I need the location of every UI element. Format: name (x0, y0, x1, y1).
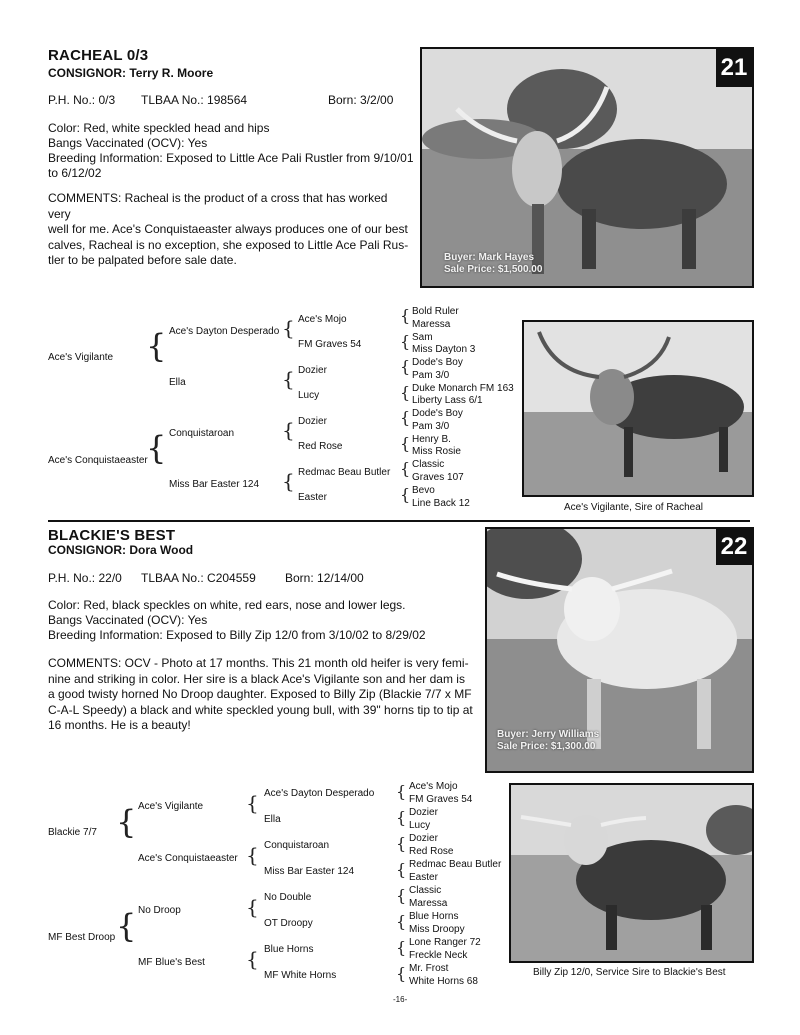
comment-line: C-A-L Speedy) a black and white speckled young bull, with 39" horns tip to tip at (48, 702, 473, 717)
lot-21-g4: Miss Rosie (412, 446, 461, 457)
lot-22-g3: No Double (264, 892, 312, 903)
lot-21-color: Color: Red, white speckled head and hips (48, 121, 270, 135)
comment-line: a good twisty horned No Droop daughter. Exposed to Billy Zip (Blackie 7/7 x MF (48, 687, 472, 701)
lot-22-g4: FM Graves 54 (409, 794, 473, 805)
lot-22-g4: Redmac Beau Butler (409, 859, 502, 870)
pedigree-brace: { (400, 383, 411, 402)
pedigree-brace: { (396, 912, 407, 931)
lot-22-g2: MF Blue's Best (138, 957, 205, 968)
pedigree-brace: { (400, 459, 411, 478)
lot-22-g4: White Horns 68 (409, 976, 478, 987)
lot-22-title: BLACKIE'S BEST (48, 527, 176, 544)
pedigree-brace: { (282, 367, 295, 391)
pedigree-brace: { (282, 418, 295, 442)
pedigree-brace: { (396, 782, 407, 801)
lot-21-photo (420, 47, 754, 288)
comment-line: nine and striking in color. Her sire is a black Ace's Vigilante son and her dam is (48, 671, 465, 686)
lot-22-breeding: Breeding Information: Exposed to Billy Zip 12/0 from 3/10/02 to 8/29/02 (48, 628, 426, 642)
lot-21-g4: Pam 3/0 (412, 370, 450, 381)
lot-22-pedigree-dam: MF Best Droop (48, 932, 116, 943)
comment-line: COMMENTS: Racheal is the product of a cross that has worked very (48, 191, 388, 221)
lot-21-g4: Line Back 12 (412, 498, 470, 509)
lot-22-g3: MF White Horns (264, 970, 337, 981)
comment-line: well for me. Ace's Conquistaeaster always produces one of our best (48, 222, 408, 236)
pedigree-brace: { (246, 895, 259, 919)
lot-21-g2: Ace's Dayton Desperado (169, 326, 280, 337)
lot-22-g4: Lucy (409, 820, 431, 831)
lot-22-g3: Ella (264, 814, 281, 825)
lot-21-g4: Graves 107 (412, 472, 464, 483)
pedigree-brace: { (396, 834, 407, 853)
lot-21-consignor: CONSIGNOR: Terry R. Moore (48, 66, 214, 80)
lot-22-g4: Mr. Frost (409, 963, 449, 974)
section-divider (48, 520, 750, 522)
lot-22-sire-caption: Billy Zip 12/0, Service Sire to Blackie's Best (533, 967, 726, 978)
page-number: -16- (393, 995, 408, 1004)
pedigree-brace: { (116, 907, 137, 945)
lot-22-g2: Ace's Vigilante (138, 801, 204, 812)
pedigree-brace: { (396, 964, 407, 983)
pedigree-brace: { (146, 429, 167, 467)
lot-21-g4: Classic (412, 459, 445, 470)
lot-22-photo (485, 527, 754, 773)
pedigree-brace: { (400, 408, 411, 427)
lot-22-g4: Dozier (409, 807, 438, 818)
longhorn-photo-icon (422, 49, 752, 286)
lot-22-g4: Maressa (409, 898, 448, 909)
pedigree-brace: { (246, 791, 259, 815)
comment-line: COMMENTS: OCV - Photo at 17 months. This 21 month old heifer is very femi- (48, 656, 469, 670)
lot-22-sire-photo (509, 783, 754, 963)
pedigree-brace: { (282, 316, 295, 340)
lot-22-g3: OT Droopy (264, 918, 313, 929)
lot-21-sire-photo (522, 320, 754, 497)
lot-21-title: RACHEAL 0/3 (48, 47, 149, 64)
lot-21-g2: Ella (169, 377, 186, 388)
lot-22-pedigree-sire: Blackie 7/7 (48, 827, 97, 838)
pedigree-brace: { (400, 485, 411, 504)
lot-21-g3: Dozier (298, 416, 327, 427)
lot-22-sale-price: Sale Price: $1,300.00 (497, 741, 596, 752)
lot-21-g4: Dode's Boy (412, 357, 463, 368)
pedigree-brace: { (400, 357, 411, 376)
lot-21-g4: Pam 3/0 (412, 421, 450, 432)
lot-22-comments (48, 656, 480, 734)
lot-22-g3: Conquistaroan (264, 840, 330, 851)
lot-22-g3: Miss Bar Easter 124 (264, 866, 355, 877)
lot-21-buyer: Buyer: Mark Hayes (444, 252, 535, 263)
pedigree-brace: { (282, 469, 295, 493)
lot-21-g2: Conquistaroan (169, 428, 235, 439)
comment-line: tler to be palpated before sale date. (48, 253, 237, 267)
pedigree-brace: { (396, 938, 407, 957)
pedigree-brace: { (400, 306, 411, 325)
lot-21-ph-number: P.H. No.: 0/3 (48, 93, 116, 107)
lot-21-g2: Miss Bar Easter 124 (169, 479, 260, 490)
pedigree-brace: { (396, 886, 407, 905)
lot-22-bangs: Bangs Vaccinated (OCV): Yes (48, 613, 208, 627)
lot-21-g3: Dozier (298, 365, 327, 376)
lot-21-g4: Bold Ruler (412, 306, 459, 317)
lot-21-number-badge: 21 (716, 49, 752, 87)
lot-21-pedigree-dam: Ace's Conquistaeaster (48, 455, 148, 466)
lot-21-g4: Maressa (412, 319, 451, 330)
longhorn-sire-photo-icon (524, 322, 752, 495)
pedigree-brace: { (396, 860, 407, 879)
lot-22-g2: Ace's Conquistaeaster (138, 853, 238, 864)
comment-line: 16 months. He is a beauty! (48, 718, 191, 732)
lot-21-sale-price: Sale Price: $1,500.00 (444, 264, 543, 275)
pedigree-brace: { (146, 327, 167, 365)
lot-22-number-badge: 22 (716, 529, 752, 565)
lot-21-g3: Lucy (298, 390, 320, 401)
lot-22-tlbaa-number: TLBAA No.: C204559 (141, 571, 256, 585)
lot-21-g4: Sam (412, 332, 433, 343)
lot-22-g4: Red Rose (409, 846, 454, 857)
lot-21-g4: Liberty Lass 6/1 (412, 395, 483, 406)
pedigree-brace: { (246, 843, 259, 867)
lot-22-g2: No Droop (138, 905, 181, 916)
lot-21-g3: Easter (298, 492, 327, 503)
lot-21-tlbaa-number: TLBAA No.: 198564 (141, 93, 248, 107)
longhorn-sire-photo-icon (511, 785, 752, 961)
lot-22-born: Born: 12/14/00 (285, 571, 364, 585)
comment-line: calves, Racheal is no exception, she exposed to Little Ace Pali Rus- (48, 237, 409, 252)
pedigree-brace: { (400, 332, 411, 351)
pedigree-brace: { (400, 434, 411, 453)
lot-21-g4: Miss Dayton 3 (412, 344, 476, 355)
lot-22-g4: Dozier (409, 833, 438, 844)
lot-21-g4: Bevo (412, 485, 435, 496)
lot-22-buyer: Buyer: Jerry Williams (497, 729, 600, 740)
lot-21-sire-caption: Ace's Vigilante, Sire of Racheal (564, 502, 704, 513)
lot-21-bangs: Bangs Vaccinated (OCV): Yes (48, 136, 208, 150)
lot-21-g4: Dode's Boy (412, 408, 463, 419)
lot-22-g4: Miss Droopy (409, 924, 465, 935)
lot-22-g4: Easter (409, 872, 438, 883)
lot-21-comments (48, 191, 413, 269)
lot-22-g4: Freckle Neck (409, 950, 468, 961)
lot-22-color: Color: Red, black speckles on white, red ears, nose and lower legs. (48, 598, 406, 612)
lot-22-ph-number: P.H. No.: 22/0 (48, 571, 122, 585)
lot-22-g4: Ace's Mojo (409, 781, 458, 792)
lot-21-g4: Henry B. (412, 434, 451, 445)
pedigree-brace: { (116, 803, 137, 841)
lot-21-g3: Red Rose (298, 441, 343, 452)
lot-22-g3: Ace's Dayton Desperado (264, 788, 375, 799)
lot-21-breeding-cont: to 6/12/02 (48, 166, 102, 180)
lot-22-g4: Classic (409, 885, 442, 896)
pedigree-brace: { (246, 947, 259, 971)
lot-21-g3: Ace's Mojo (298, 314, 347, 325)
lot-21-g3: FM Graves 54 (298, 339, 362, 350)
lot-21-g3: Redmac Beau Butler (298, 467, 391, 478)
pedigree-brace: { (396, 808, 407, 827)
lot-22-consignor: CONSIGNOR: Dora Wood (48, 543, 194, 557)
lot-21-breeding: Breeding Information: Exposed to Little Ace Pali Rustler from 9/10/01 (48, 151, 414, 165)
lot-21-pedigree-sire: Ace's Vigilante (48, 352, 114, 363)
lot-21-born: Born: 3/2/00 (328, 93, 394, 107)
lot-22-g4: Blue Horns (409, 911, 459, 922)
lot-22-g4: Lone Ranger 72 (409, 937, 481, 948)
lot-22-g3: Blue Horns (264, 944, 314, 955)
lot-21-g4: Duke Monarch FM 163 (412, 383, 514, 394)
